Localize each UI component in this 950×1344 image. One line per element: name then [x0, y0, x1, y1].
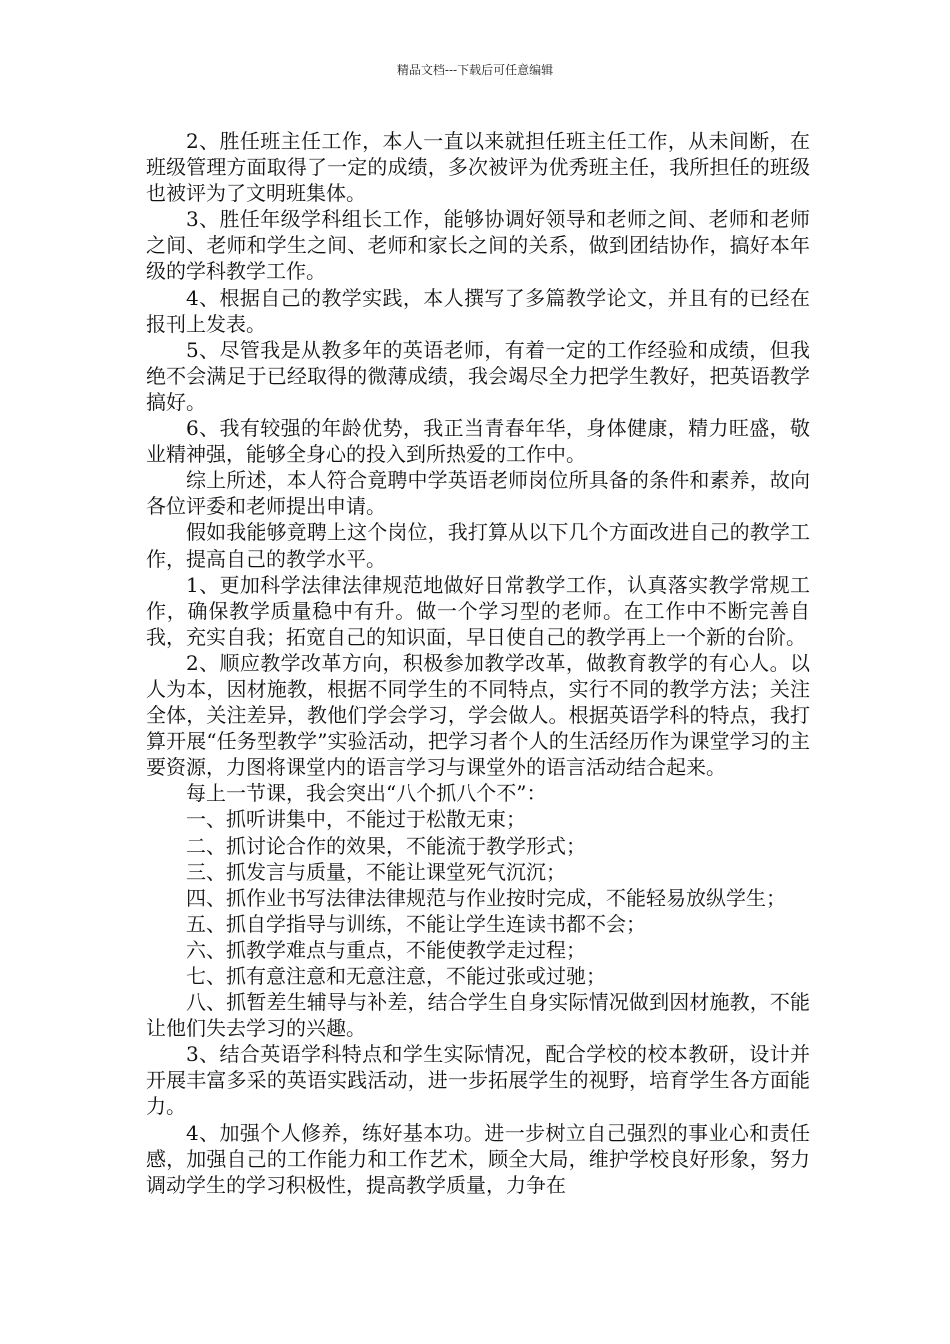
paragraph: 4、根据自己的教学实践，本人撰写了多篇教学论文，并且有的已经在报刊上发表。	[146, 285, 810, 336]
paragraph: 6、我有较强的年龄优势，我正当青春年华，身体健康，精力旺盛，敬业精神强，能够全身心的投入到所热爱的工作中。	[146, 416, 810, 467]
paragraph: 5、尽管我是从教多年的英语老师，有着一定的工作经验和成绩，但我绝不会满足于已经取得的微薄成绩，我会竭尽全力把学生教好，把英语教学搞好。	[146, 337, 810, 414]
page-header: 精品文档---下载后可任意编辑	[396, 63, 554, 77]
list-item: 三、抓发言与质量，不能让课堂死气沉沉；	[186, 859, 566, 884]
paragraph: 3、结合英语学科特点和学生实际情况，配合学校的校本教研，设计并开展丰富多采的英语实践活动，进一步拓展学生的视野，培育学生各方面能力。	[146, 1042, 810, 1119]
list-item: 八、抓暂差生辅导与补差，结合学生自身实际情况做到因材施教，不能让他们失去学习的兴趣。	[146, 990, 810, 1041]
list-item: 五、抓自学指导与训练，不能让学生连读书都不会；	[186, 911, 646, 936]
list-item: 一、抓听讲集中，不能过于松散无束；	[186, 807, 526, 832]
list-item: 二、抓讨论合作的效果，不能流于教学形式；	[186, 833, 586, 858]
paragraph: 2、顺应教学改革方向，积极参加教学改革，做教育教学的有心人。以人为本，因材施教，根据不同学生的不同特点，实行不同的教学方法；关注全体，关注差异，教他们学会学习，学会做人。根据英语学科的特点，我打算开展“任务型教学”实验活动，把学习者个人的生活经历作为课堂学习的主要资源，力图将课堂内的语言学习与课堂外的语言活动结合起来。	[146, 650, 810, 780]
paragraph: 3、胜任年级学科组长工作，能够协调好领导和老师之间、老师和老师之间、老师和学生之间、老师和家长之间的关系，做到团结协作，搞好本年级的学科教学工作。	[146, 207, 810, 284]
list-item: 四、抓作业书写法律法律规范与作业按时完成，不能轻易放纵学生；	[186, 885, 786, 910]
document-body	[146, 128, 810, 1198]
list-item: 六、抓教学难点与重点，不能使教学走过程；	[186, 937, 586, 962]
paragraph: 4、加强个人修养，练好基本功。进一步树立自己强烈的事业心和责任感，加强自己的工作能力和工作艺术，顾全大局，维护学校良好形象，努力调动学生的学习积极性，提高教学质量，力争在	[146, 1120, 810, 1197]
paragraph: 每上一节课，我会突出“八个抓八个不”：	[186, 781, 547, 806]
paragraph: 1、更加科学法律法律规范地做好日常教学工作，认真落实教学常规工作，确保教学质量稳中有升。做一个学习型的老师。在工作中不断完善自我，充实自我；拓宽自己的知识面，早日使自己的教学再上一个新的台阶。	[146, 572, 810, 649]
paragraph: 综上所述，本人符合竟聘中学英语老师岗位所具备的条件和素养，故向各位评委和老师提出申请。	[146, 468, 810, 519]
list-item: 七、抓有意注意和无意注意，不能过张或过驰；	[186, 964, 606, 988]
paragraph: 假如我能够竟聘上这个岗位，我打算从以下几个方面改进自己的教学工作，提高自己的教学水平。	[146, 520, 810, 571]
paragraph: 2、胜任班主任工作，本人一直以来就担任班主任工作，从未间断，在班级管理方面取得了一定的成绩，多次被评为优秀班主任，我所担任的班级也被评为了文明班集体。	[146, 129, 810, 206]
